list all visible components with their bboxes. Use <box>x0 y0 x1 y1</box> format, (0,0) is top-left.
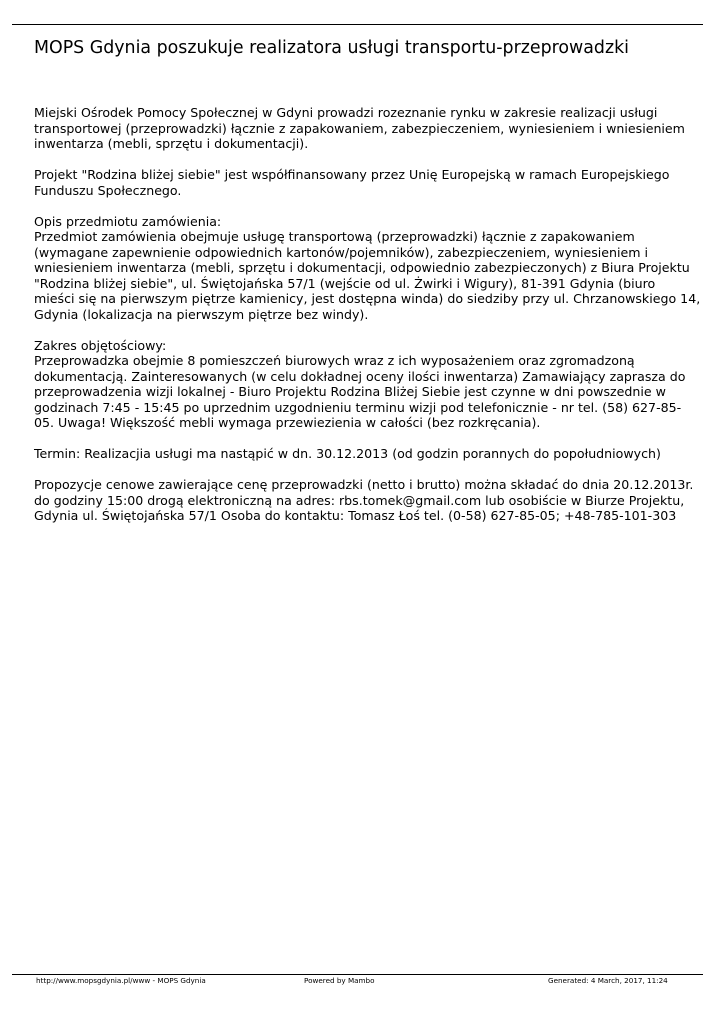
scope-paragraph: Zakres objętościowy: Przeprowadzka obejmie 8 pomieszczeń biurowych wraz z ich wyposażeniem oraz zgromadzoną dokumentacją. Zainteresowanych (w celu dokładnej oceny ilości inwentarza) Zamawiający zaprasza do przeprowadzenia wizji lokalnej - Biuro Projektu Rodzina Bliżej Siebie jest czynne w dni powszednie w godzinach 7:45 - 15:45 po uprzednim uzgodnieniu terminu wizji pod telefonicznie - nr tel. (58) 627-85- 05. Uwaga! Większość mebli wymaga przewiezienia w całości (bez rozkręcania). <box>34 337 686 430</box>
footer-generated-date: Generated: 4 March, 2017, 11:24 <box>548 976 668 985</box>
order-description-paragraph: Opis przedmiotu zamówienia: Przedmiot zamówienia obejmuje usługę transportową (przeprowadzki) łącznie z zapakowaniem (wymagane zapewnienie odpowiednich kartonów/pojemników), zabezpieczeniem, wyniesieniem i wniesieniem inwentarza (mebli, sprzętu i dokumentacji, odpowiednio zabezpieczonych) z Biura Projektu "Rodzina bliżej siebie", ul. Świętojańska 57/1 (wejście od ul. Żwirki i Wigury), 81-391 Gdynia (biuro mieści się na pierwszym piętrze kamienicy, jest dostępna winda) do siedziby przy ul. Chrzanowskiego 14, Gdynia (lokalizacja na pierwszym piętrze bez windy). <box>34 213 701 322</box>
footer-url: http://www.mopsgdynia.pl/www - MOPS Gdynia <box>36 976 206 985</box>
header-divider <box>12 24 703 25</box>
page-title: MOPS Gdynia poszukuje realizatora usługi transportu-przeprowadzki <box>34 38 629 58</box>
offer-submission-paragraph: Propozycje cenowe zawierające cenę przeprowadzki (netto i brutto) można składać do dnia 20.12.2013r. do godziny 15:00 drogą elektroniczną na adres: rbs.tomek@gmail.com lub osobiście w Biurze Projektu, Gdynia ul. Świętojańska 57/1 Osoba do kontaktu: Tomasz Łoś tel. (0-58) 627-85-05; +48-785-101-303 <box>34 477 694 523</box>
intro-paragraph: Miejski Ośrodek Pomocy Społecznej w Gdyni prowadzi rozeznanie rynku w zakresie realizacji usługi transportowej (przeprowadzki) łącznie z zapakowaniem, zabezpieczeniem, wyniesieniem i wniesieniem inwentarza (mebli, sprzętu i dokumentacji). <box>34 105 685 151</box>
deadline-paragraph: Termin: Realizacjia usługi ma nastąpić w dn. 30.12.2013 (od godzin porannych do popołudniowych) <box>34 446 661 461</box>
footer-divider <box>12 974 703 975</box>
funding-paragraph: Projekt "Rodzina bliżej siebie" jest współfinansowany przez Unię Europejską w ramach Europejskiego Funduszu Społecznego. <box>34 167 670 198</box>
article-body <box>34 105 706 539</box>
footer-powered-by: Powered by Mambo <box>304 976 375 985</box>
